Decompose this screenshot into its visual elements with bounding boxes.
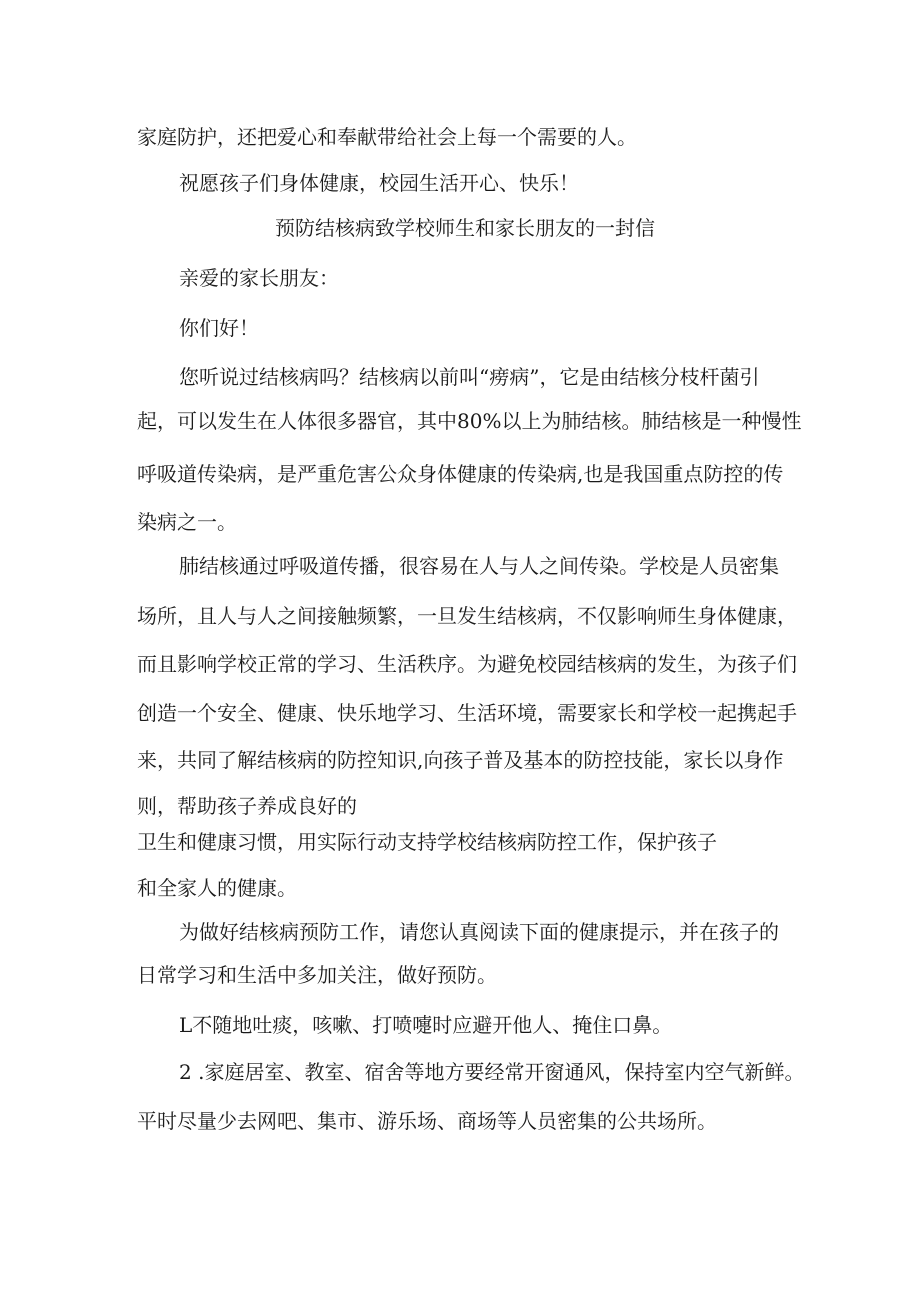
salutation: 你们好！ <box>179 316 259 340</box>
paragraph-2-line-5: 来，共同了解结核病的防控知识,向孩子普及基本的防控技能，家长以身作 <box>137 748 784 772</box>
paragraph-1-line-3: 呼吸道传染病，是严重危害公众身体健康的传染病,也是我国重点防控的传 <box>137 462 784 486</box>
paragraph-2-line-6: 则，帮助孩子养成良好的 <box>137 794 357 818</box>
paragraph-1-line-4: 染病之一。 <box>137 510 237 534</box>
paragraph-2-line-1: 肺结核通过呼吸道传播，很容易在人与人之间传染。学校是人员密集 <box>179 554 779 578</box>
tip-1: L不随地吐痰，咳嗽、打喷嚏时应避开他人、掩住口鼻。 <box>179 1013 673 1037</box>
greeting: 亲爱的家长朋友： <box>179 266 339 290</box>
intro-line-1: 家庭防护，还把爱心和奉献带给社会上每一个需要的人。 <box>137 125 637 149</box>
intro-line-2: 祝愿孩子们身体健康，校园生活开心、快乐！ <box>179 171 579 195</box>
paragraph-2-line-3: 而且影响学校正常的学习、生活秩序。为避免校园结核病的发生，为孩子们 <box>137 652 797 676</box>
paragraph-2-line-4: 创造一个安全、健康、快乐地学习、生活环境，需要家长和学校一起携起手 <box>137 701 797 725</box>
paragraph-3-line-2: 日常学习和生活中多加关注，做好预防。 <box>137 963 497 987</box>
paragraph-3-line-1: 为做好结核病预防工作，请您认真阅读下面的健康提示，并在孩子的 <box>179 920 779 944</box>
paragraph-2-line-7: 卫生和健康习惯，用实际行动支持学校结核病防控工作，保护孩子 <box>137 830 717 854</box>
paragraph-2-line-2: 场所，且人与人之间接触频繁，一旦发生结核病，不仅影响师生身体健康， <box>137 604 797 628</box>
paragraph-1-line-2: 起，可以发生在人体很多器官，其中80%以上为肺结核。肺结核是一种慢性 <box>137 409 802 433</box>
paragraph-1-line-1: 您听说过结核病吗？结核病以前叫“痨病”，它是由结核分枝杆菌引 <box>179 365 760 389</box>
paragraph-2-line-8: 和全家人的健康。 <box>137 876 297 900</box>
tip-2-line-1: 2 .家庭居室、教室、宿舍等地方要经常开窗通风，保持室内空气新鲜。 <box>179 1060 805 1084</box>
letter-title: 预防结核病致学校师生和家长朋友的一封信 <box>275 216 655 240</box>
tip-2-line-2: 平时尽量少去网吧、集市、游乐场、商场等人员密集的公共场所。 <box>137 1109 717 1133</box>
